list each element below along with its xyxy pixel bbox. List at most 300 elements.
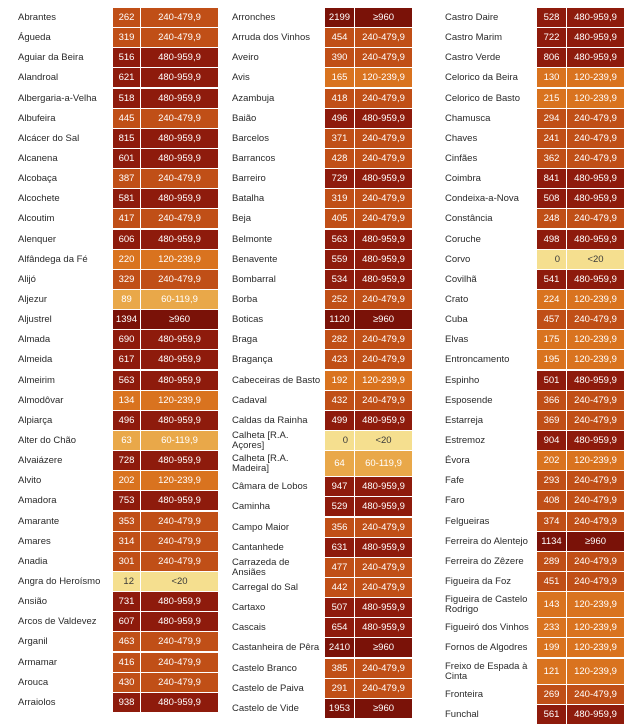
incidence-value: 291 [325, 679, 355, 699]
incidence-range: 480-959,9 [141, 89, 218, 109]
table-row [445, 350, 624, 370]
incidence-value: 314 [113, 532, 141, 552]
incidence-range: 240-479,9 [567, 685, 624, 705]
incidence-value: 0 [537, 250, 567, 270]
incidence-value: 121 [537, 659, 567, 685]
incidence-range: 480-959,9 [141, 230, 218, 250]
table-row [232, 518, 412, 538]
incidence-value: 374 [537, 512, 567, 532]
municipality-name: Cinfães [445, 152, 478, 164]
table-row [232, 699, 412, 719]
incidence-range: 480-959,9 [355, 538, 412, 558]
municipality-name: Alpiarça [18, 414, 53, 426]
table-row [18, 371, 218, 391]
incidence-range: 480-959,9 [141, 371, 218, 391]
municipality-name: Braga [232, 334, 258, 346]
municipality-name: Aljezur [18, 293, 48, 305]
municipality-name: Cantanhede [232, 541, 284, 553]
incidence-range: 240-479,9 [141, 169, 218, 189]
incidence-range: 480-959,9 [141, 411, 218, 431]
municipality-name: Águeda [18, 32, 51, 44]
incidence-range: 240-479,9 [567, 391, 624, 411]
incidence-range: 240-479,9 [355, 391, 412, 411]
incidence-value: 199 [537, 638, 567, 658]
incidence-range: 480-959,9 [355, 477, 412, 497]
incidence-value: 319 [113, 28, 141, 48]
incidence-value: 428 [325, 149, 355, 169]
table-row [232, 209, 412, 229]
municipality-name: Amares [18, 535, 51, 547]
municipality-name: Caminha [232, 501, 271, 513]
incidence-range: 240-479,9 [141, 209, 218, 229]
incidence-value: 541 [537, 270, 567, 290]
table-row [18, 330, 218, 350]
incidence-range: 240-479,9 [141, 532, 218, 552]
incidence-range: 240-479,9 [355, 659, 412, 679]
municipality-name: Arraiolos [18, 696, 56, 708]
incidence-range: 480-959,9 [567, 371, 624, 391]
incidence-value: 1120 [325, 310, 355, 330]
municipality-name: Almeida [18, 354, 53, 366]
incidence-range: 480-959,9 [355, 169, 412, 189]
incidence-value: 529 [325, 497, 355, 517]
table-row [445, 618, 624, 638]
incidence-range: ≥960 [355, 8, 412, 28]
municipality-name: Freixo de Espada à Cinta [445, 660, 528, 682]
incidence-value: 454 [325, 28, 355, 48]
incidence-range: 240-479,9 [567, 149, 624, 169]
incidence-range: 480-959,9 [567, 705, 624, 725]
incidence-value: 294 [537, 109, 567, 129]
table-row [18, 89, 218, 109]
table-row [232, 638, 412, 658]
incidence-range: 120-239,9 [141, 471, 218, 491]
incidence-range: 120-239,9 [567, 68, 624, 88]
incidence-range: 240-479,9 [567, 512, 624, 532]
incidence-range: ≥960 [355, 310, 412, 330]
municipality-name: Alcochete [18, 193, 60, 205]
municipality-name: Almodôvar [18, 394, 64, 406]
table-row [445, 532, 624, 552]
table-row [232, 48, 412, 68]
incidence-value: 175 [537, 330, 567, 350]
table-row [232, 330, 412, 350]
incidence-range: 240-479,9 [141, 673, 218, 693]
municipality-name: Anadia [18, 555, 48, 567]
municipality-name: Alijó [18, 273, 36, 285]
incidence-value: 418 [325, 89, 355, 109]
incidence-value: 806 [537, 48, 567, 68]
incidence-range: 480-959,9 [141, 693, 218, 713]
municipality-name: Covilhã [445, 273, 477, 285]
incidence-range: 480-959,9 [355, 598, 412, 618]
table-row [445, 552, 624, 572]
incidence-range: 60-119,9 [141, 431, 218, 451]
municipality-name: Castro Verde [445, 52, 501, 64]
table-row [445, 592, 624, 618]
incidence-range: 240-479,9 [355, 578, 412, 598]
municipality-name: Ferreira do Alentejo [445, 535, 528, 547]
municipality-column-1 [18, 8, 218, 713]
incidence-value: 405 [325, 209, 355, 229]
incidence-range: 480-959,9 [567, 8, 624, 28]
table-row [232, 109, 412, 129]
incidence-range: 120-239,9 [567, 89, 624, 109]
table-row [18, 209, 218, 229]
incidence-value: 319 [325, 189, 355, 209]
municipality-name: Alcanena [18, 152, 58, 164]
municipality-name: Castro Marim [445, 32, 503, 44]
incidence-value: 408 [537, 491, 567, 511]
incidence-value: 938 [113, 693, 141, 713]
incidence-range: 240-479,9 [355, 350, 412, 370]
incidence-value: 690 [113, 330, 141, 350]
incidence-value: 269 [537, 685, 567, 705]
incidence-range: 120-239,9 [141, 391, 218, 411]
municipality-name: Cartaxo [232, 602, 266, 614]
incidence-range: 480-959,9 [355, 618, 412, 638]
municipality-name: Alcoutim [18, 213, 55, 225]
incidence-value: 518 [113, 89, 141, 109]
incidence-range: ≥960 [567, 532, 624, 552]
municipality-name: Amarante [18, 515, 60, 527]
table-row [445, 28, 624, 48]
incidence-value: 423 [325, 350, 355, 370]
incidence-value: 1394 [113, 310, 141, 330]
municipality-name: Boticas [232, 314, 264, 326]
municipality-name: Ferreira do Zêzere [445, 555, 524, 567]
table-row [18, 169, 218, 189]
table-row [18, 310, 218, 330]
municipality-name: Beja [232, 213, 252, 225]
table-row [232, 578, 412, 598]
table-row [18, 290, 218, 310]
table-row [445, 638, 624, 658]
table-row [18, 471, 218, 491]
municipality-name: Constância [445, 213, 493, 225]
incidence-range: 480-959,9 [355, 411, 412, 431]
incidence-value: 387 [113, 169, 141, 189]
incidence-value: 722 [537, 28, 567, 48]
incidence-value: 248 [537, 209, 567, 229]
incidence-value: 607 [113, 612, 141, 632]
municipality-name: Alandroal [18, 72, 59, 84]
municipality-name: Arruda dos Vinhos [232, 32, 310, 44]
incidence-range: 240-479,9 [141, 109, 218, 129]
incidence-range: 480-959,9 [567, 431, 624, 451]
municipality-name: Figueira de Castelo Rodrigo [445, 594, 528, 616]
incidence-range: 240-479,9 [355, 558, 412, 578]
incidence-range: 480-959,9 [355, 497, 412, 517]
incidence-value: 1953 [325, 699, 355, 719]
table-row [18, 673, 218, 693]
table-row [18, 350, 218, 370]
municipality-name: Albufeira [18, 112, 56, 124]
municipality-name: Alfândega da Fé [18, 253, 88, 265]
table-row [232, 431, 412, 451]
table-row [232, 250, 412, 270]
municipality-name: Alter do Chão [18, 434, 77, 446]
table-row [18, 411, 218, 431]
table-row [232, 350, 412, 370]
municipality-name: Corvo [445, 253, 471, 265]
incidence-range: 120-239,9 [567, 618, 624, 638]
table-row [232, 477, 412, 497]
table-row [445, 290, 624, 310]
municipality-name: Albergaria-a-Velha [18, 92, 97, 104]
table-row [445, 451, 624, 471]
incidence-value: 815 [113, 129, 141, 149]
table-row [232, 149, 412, 169]
table-row [445, 109, 624, 129]
incidence-range: <20 [567, 250, 624, 270]
municipality-name: Celorico de Basto [445, 92, 520, 104]
table-row [445, 149, 624, 169]
table-row [445, 189, 624, 209]
municipality-name: Amadora [18, 495, 57, 507]
incidence-range: 480-959,9 [141, 612, 218, 632]
incidence-range: 480-959,9 [141, 149, 218, 169]
table-row [18, 632, 218, 652]
municipality-name: Espinho [445, 374, 480, 386]
incidence-value: 1134 [537, 532, 567, 552]
incidence-range: 240-479,9 [567, 471, 624, 491]
incidence-range: 240-479,9 [567, 209, 624, 229]
municipality-name: Carrazeda de Ansiães [232, 556, 290, 578]
incidence-range: 240-479,9 [141, 653, 218, 673]
municipality-name: Aguiar da Beira [18, 52, 84, 64]
table-row [445, 250, 624, 270]
table-row [18, 68, 218, 88]
municipality-name: Câmara de Lobos [232, 481, 308, 493]
incidence-value: 130 [537, 68, 567, 88]
incidence-range: 240-479,9 [567, 572, 624, 592]
municipality-name: Aljustrel [18, 314, 52, 326]
table-row [232, 497, 412, 517]
municipality-name: Funchal [445, 708, 479, 720]
incidence-range: 240-479,9 [355, 679, 412, 699]
incidence-range: 480-959,9 [141, 129, 218, 149]
incidence-value: 654 [325, 618, 355, 638]
incidence-value: 12 [113, 572, 141, 592]
municipality-name: Condeixa-a-Nova [445, 193, 519, 205]
municipality-name: Almada [18, 334, 51, 346]
incidence-value: 134 [113, 391, 141, 411]
table-row [232, 290, 412, 310]
incidence-value: 496 [325, 109, 355, 129]
municipality-name: Calheta [R.A. Açores] [232, 429, 289, 451]
incidence-value: 202 [537, 451, 567, 471]
table-row [445, 391, 624, 411]
incidence-range: 480-959,9 [141, 592, 218, 612]
table-row [18, 572, 218, 592]
municipality-name: Celorico da Beira [445, 72, 518, 84]
incidence-value: 731 [113, 592, 141, 612]
incidence-value: 215 [537, 89, 567, 109]
incidence-value: 631 [325, 538, 355, 558]
table-row [18, 431, 218, 451]
table-row [18, 8, 218, 28]
municipality-name: Castelo de Vide [232, 702, 299, 714]
incidence-range: 480-959,9 [567, 28, 624, 48]
municipality-name: Esposende [445, 394, 493, 406]
table-row [232, 618, 412, 638]
incidence-value: 224 [537, 290, 567, 310]
table-row [18, 653, 218, 673]
incidence-range: 120-239,9 [567, 638, 624, 658]
table-row [445, 209, 624, 229]
incidence-range: 120-239,9 [567, 290, 624, 310]
municipality-name: Coruche [445, 233, 481, 245]
incidence-range: 120-239,9 [567, 350, 624, 370]
table-row [18, 48, 218, 68]
municipality-name: Coimbra [445, 173, 481, 185]
incidence-value: 563 [325, 230, 355, 250]
incidence-value: 621 [113, 68, 141, 88]
incidence-range: 120-239,9 [567, 592, 624, 618]
incidence-range: 240-479,9 [355, 48, 412, 68]
incidence-value: 220 [113, 250, 141, 270]
incidence-range: 480-959,9 [141, 68, 218, 88]
table-row [445, 68, 624, 88]
municipality-name: Alvito [18, 475, 42, 487]
incidence-value: 385 [325, 659, 355, 679]
table-row [18, 612, 218, 632]
incidence-value: 289 [537, 552, 567, 572]
incidence-range: 120-239,9 [355, 68, 412, 88]
municipality-name: Figueira da Foz [445, 575, 512, 587]
incidence-value: 601 [113, 149, 141, 169]
table-row [18, 109, 218, 129]
municipality-name: Arcos de Valdevez [18, 616, 97, 628]
incidence-value: 753 [113, 491, 141, 511]
municipality-name: Aveiro [232, 52, 259, 64]
table-row [232, 451, 412, 477]
incidence-range: 480-959,9 [355, 270, 412, 290]
incidence-range: 120-239,9 [567, 451, 624, 471]
incidence-value: 563 [113, 371, 141, 391]
incidence-value: 390 [325, 48, 355, 68]
table-row [232, 89, 412, 109]
incidence-range: 240-479,9 [355, 189, 412, 209]
incidence-range: 120-239,9 [141, 250, 218, 270]
incidence-range: 120-239,9 [567, 659, 624, 685]
incidence-range: 240-479,9 [141, 8, 218, 28]
municipality-name: Elvas [445, 334, 469, 346]
incidence-value: 904 [537, 431, 567, 451]
incidence-value: 0 [325, 431, 355, 451]
incidence-value: 417 [113, 209, 141, 229]
incidence-range: 240-479,9 [355, 129, 412, 149]
incidence-value: 606 [113, 230, 141, 250]
municipality-name: Castro Daire [445, 12, 499, 23]
municipality-name: Arouca [18, 676, 49, 688]
incidence-value: 165 [325, 68, 355, 88]
table-row [18, 512, 218, 532]
incidence-range: 480-959,9 [141, 330, 218, 350]
municipality-name: Carregal do Sal [232, 581, 299, 593]
table-row [232, 129, 412, 149]
municipality-name: Arronches [232, 12, 276, 23]
table-row [445, 48, 624, 68]
municipality-name: Évora [445, 455, 470, 467]
table-row [232, 411, 412, 431]
municipality-name: Estremoz [445, 434, 486, 446]
incidence-value: 516 [113, 48, 141, 68]
table-row [445, 8, 624, 28]
incidence-value: 262 [113, 8, 141, 28]
table-row [18, 391, 218, 411]
table-row [232, 8, 412, 28]
table-row [18, 230, 218, 250]
table-row [445, 169, 624, 189]
table-row [18, 149, 218, 169]
incidence-value: 89 [113, 290, 141, 310]
municipality-name: Barrancos [232, 152, 276, 164]
incidence-value: 143 [537, 592, 567, 618]
incidence-value: 63 [113, 431, 141, 451]
table-row [18, 532, 218, 552]
incidence-range: 480-959,9 [355, 250, 412, 270]
table-row [232, 68, 412, 88]
incidence-range: <20 [141, 572, 218, 592]
municipality-name: Belmonte [232, 233, 273, 245]
municipality-name: Fornos de Algodres [445, 642, 528, 654]
table-row [18, 270, 218, 290]
table-row [445, 230, 624, 250]
table-row [232, 598, 412, 618]
incidence-range: 240-479,9 [567, 109, 624, 129]
incidence-range: 480-959,9 [567, 189, 624, 209]
incidence-value: 477 [325, 558, 355, 578]
incidence-range: 240-479,9 [141, 632, 218, 652]
municipality-name: Fafe [445, 475, 465, 487]
incidence-value: 362 [537, 149, 567, 169]
municipality-name: Barreiro [232, 173, 266, 185]
incidence-value: 282 [325, 330, 355, 350]
municipality-name: Azambuja [232, 92, 275, 104]
municipality-name: Arganil [18, 636, 48, 648]
incidence-value: 329 [113, 270, 141, 290]
incidence-range: 240-479,9 [567, 411, 624, 431]
table-row [18, 250, 218, 270]
municipality-name: Campo Maior [232, 521, 290, 533]
municipality-name: Batalha [232, 193, 265, 205]
municipality-name: Ansião [18, 596, 48, 608]
table-row [18, 592, 218, 612]
incidence-range: ≥960 [355, 638, 412, 658]
municipality-name: Baião [232, 112, 257, 124]
incidence-value: 451 [537, 572, 567, 592]
table-row [232, 169, 412, 189]
incidence-range: ≥960 [355, 699, 412, 719]
municipality-name: Barcelos [232, 132, 269, 144]
municipality-name: Borba [232, 293, 258, 305]
table-row [232, 659, 412, 679]
incidence-value: 528 [537, 8, 567, 28]
incidence-value: 192 [325, 371, 355, 391]
incidence-value: 371 [325, 129, 355, 149]
municipality-name: Alenquer [18, 233, 57, 245]
table-row [18, 491, 218, 511]
incidence-value: 430 [113, 673, 141, 693]
municipality-name: Chaves [445, 132, 478, 144]
incidence-value: 463 [113, 632, 141, 652]
incidence-range: 240-479,9 [355, 149, 412, 169]
incidence-range: 240-479,9 [567, 129, 624, 149]
incidence-value: 581 [113, 189, 141, 209]
table-row [445, 572, 624, 592]
